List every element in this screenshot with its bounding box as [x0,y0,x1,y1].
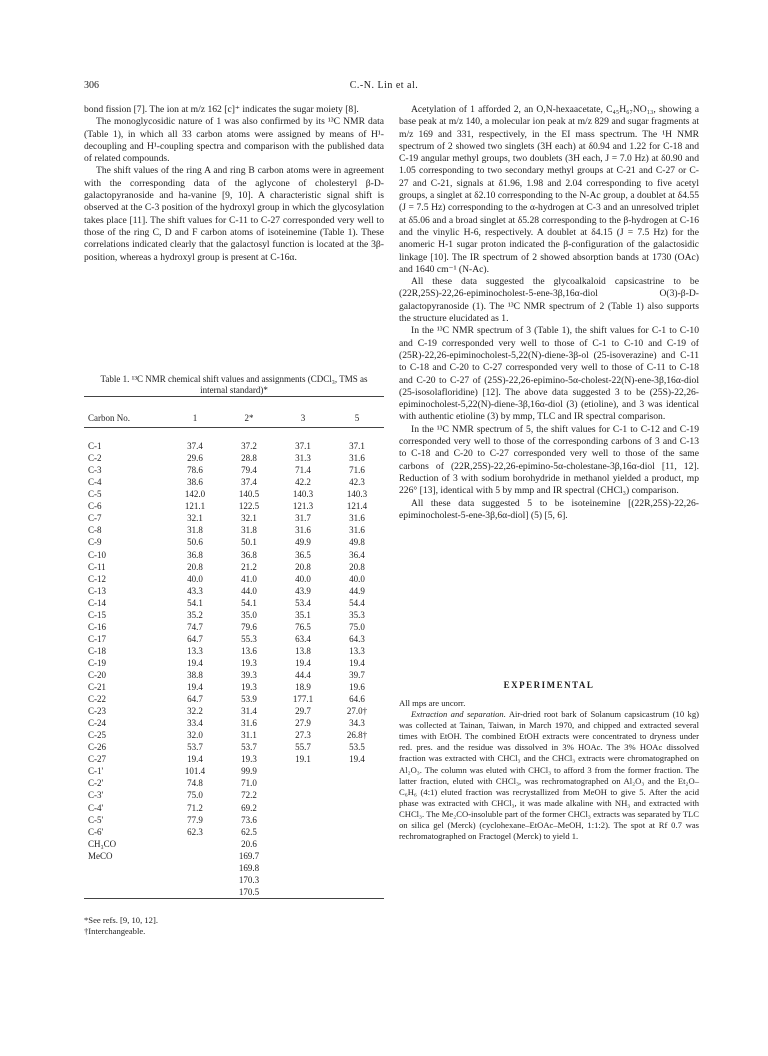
table-header-cell: 3 [300,413,306,424]
section-heading-experimental: EXPERIMENTAL [503,680,595,690]
table-row [84,838,384,850]
table-row [84,585,384,597]
shift-value-cell: 177.1 [292,694,314,705]
shift-value-cell [330,838,384,850]
shift-value-cell: 140.3 [346,489,368,500]
table-row [84,657,384,669]
shift-value-cell: 35.0 [241,609,257,620]
carbon-label-cell: C-2 [88,453,102,464]
shift-value-cell: 54.1 [241,597,257,608]
shift-value-cell: 39.3 [241,669,257,680]
shift-value-cell: 50.6 [187,537,203,548]
carbon-label-cell [84,862,168,874]
shift-value-cell: 38.6 [187,477,203,488]
shift-value-cell: 32.2 [187,706,203,717]
table-row [84,789,384,801]
shift-value-cell: 26.8† [346,730,368,741]
table-row [84,561,384,573]
table-row [84,753,384,765]
shift-value-cell: 43.9 [295,585,311,596]
table-row [84,729,384,741]
table-row [84,488,384,500]
footnote: †Interchangeable. [84,925,146,936]
shift-value-cell: 75.0 [349,621,365,632]
shift-value-cell: 20.8 [295,561,311,572]
shift-value-cell [276,826,330,838]
paragraph: In the ¹³C NMR spectrum of 3 (Table 1), the shift values for C-1 to C-10 and C-19 corresponded very well to those of C-1 to C-10 and C-19 of (25R)-22,26-epiminocholest-5,22(N)-diene-3β-ol (25-isoverazine) and C-11 to C-18 and C-20 to C-27 corresponded very well to those of C-11 to C-18 and C-20 to C-27 of (25S)-22,26-epimino-5α-cholest-22(N)-ene-3β,16α-diol (25-isosolafloridine) [12]. The above data suggested 3 to be (25S)-22,26-epiminocholest-5,22(N)-diene-3β,16α-diol (3) (etioline), and 3 was identical with authentic etioline (3) by mmp, TLC and IR spectral comparison. [399,325,699,423]
carbon-label-cell: C-1 [88,441,102,452]
carbon-label-cell: C-14 [88,597,106,608]
left-column [84,104,384,264]
carbon-label-cell: C-26 [88,742,106,753]
shift-value-cell: 54.1 [187,597,203,608]
shift-value-cell: 79.4 [241,465,257,476]
shift-value-cell: 73.6 [241,814,257,825]
shift-value-cell: 35.2 [187,609,203,620]
shift-value-cell: 37.1 [295,441,311,452]
shift-value-cell: 27.0† [346,706,368,717]
shift-value-cell: 31.3 [295,453,311,464]
table-row [84,814,384,826]
shift-value-cell [276,789,330,801]
shift-value-cell: 19.4 [349,657,365,668]
shift-value-cell: 71.0 [241,778,257,789]
shift-value-cell [330,814,384,826]
shift-value-cell: 63.4 [295,633,311,644]
shift-value-cell [168,838,222,850]
carbon-label-cell: C-6' [88,826,104,837]
shift-value-cell: 64.7 [187,633,203,644]
table-row [84,476,384,488]
shift-value-cell: 20.8 [187,561,203,572]
shift-value-cell: 121.3 [292,501,314,512]
shift-value-cell: 35.3 [349,609,365,620]
shift-value-cell: 31.6 [349,525,365,536]
carbon-label-cell: C-19 [88,657,106,668]
table-row [84,777,384,789]
shift-value-cell: 28.8 [241,453,257,464]
shift-value-cell: 72.2 [241,790,257,801]
shift-value-cell: 37.1 [349,441,365,452]
table-row [84,609,384,621]
experimental-text [399,698,699,842]
shift-value-cell: 170.3 [238,874,260,885]
table-header-cell: 1 [192,413,198,424]
carbon-label-cell: C-4 [88,477,102,488]
carbon-label-cell: C-3' [88,790,104,801]
carbon-label-cell: C-15 [88,609,106,620]
shift-value-cell: 43.3 [187,585,203,596]
paragraph-body: Air-dried root bark of Solanum capsicastrum (10 kg) was collected at Tainan, Taiwan, in March 1970, and chipped and extracted several times with EtOH. The combined EtOH extracts were concentrated to dryness under red. pres. and the residue was dissolved in 3% HOAc. The 3% HOAc dissolved fraction was extracted with CHCl₃ and the CHCl₃ extracts were chromatographed on Al₂O₃. The column was eluted with CHCl₃ to afford 3 from the former fraction. The latter fraction, eluted with CHCl₃, was rechromatographed on Al₂O₃ and the Et₂O–C₆H₆ (4:1) eluted fraction was recrystallized from MeOH to give 5. After the acid phase was extracted with CHCl₃, it was made alkaline with NH₃ and extracted with CHCl₃. The Me₂CO-insoluble part of the former CHCl₃ extracts was separated by TLC on silica gel (Merck) (cyclohexane–EtOAc–MeOH, 1:1:2). The spot at Rf 0.7 was rechromatographed on Fractogel (Merck) to yield 1. [399,709,699,842]
shift-value-cell: 38.8 [187,669,203,680]
shift-value-cell: 19.6 [349,682,365,693]
paragraph: In the ¹³C NMR spectrum of 5, the shift values for C-1 to C-12 and C-19 corresponded very well to those of the corresponding carbons of 3 and C-13 to C-18 and C-20 to C-27 corresponded very well to those of the same carbons of (22R,25S)-22,26-epimino-5α-cholestane-3β,16α-diol [11, 12]. Reduction of 3 with sodium borohydride in methanol yielded a product, mp 226° [13], identical with 5 by mmp and IR spectral (CHCl₃) comparison. [399,423,699,497]
shift-value-cell [330,777,384,789]
shift-value-cell: 121.4 [346,501,368,512]
shift-value-cell: 34.3 [349,718,365,729]
paragraph: The shift values of the ring A and ring B carbon atoms were in agreement with the corresponding data of the aglycone of cholesteryl β-D-galactopyranoside and ha-vanine [9, 10]. A characteristic signal shift is observed at the C-3 position of the hydroxyl group in which the glycosylation takes place [11]. The shift values for C-11 to C-27 corresponded very well to those of the ring C, D and F carbon atoms of isoteinemine (Table 1). These correlations indicated clearly that the galactosyl function is located at the 3β-position, whereas a hydroxyl group is present at C-16α. [84,165,384,263]
shift-value-cell: 18.9 [295,682,311,693]
shift-value-cell: 31.8 [187,525,203,536]
shift-value-cell: 31.1 [241,730,257,741]
carbon-label-cell: C-9 [88,537,102,548]
shift-value-cell [276,838,330,850]
table-row [84,597,384,609]
shift-value-cell: 32.1 [187,513,203,524]
shift-value-cell: 77.9 [187,814,203,825]
carbon-label-cell: C-8 [88,525,102,536]
carbon-label-cell: C-4' [88,802,104,813]
shift-value-cell: 53.4 [295,597,311,608]
shift-value-cell: 40.0 [349,573,365,584]
carbon-label-cell: C-27 [88,754,106,765]
shift-value-cell: 21.2 [241,561,257,572]
carbon-label-cell: C-5 [88,489,102,500]
running-head: C.-N. Lin et al. [349,80,419,91]
shift-value-cell: 31.6 [349,453,365,464]
table-row [84,802,384,814]
shift-value-cell: 32.0 [187,730,203,741]
shift-value-cell: 53.7 [187,742,203,753]
shift-value-cell: 36.5 [295,549,311,560]
footnote: *See refs. [9, 10, 12]. [84,914,158,925]
table-row [84,765,384,777]
paragraph: All these data suggested 5 to be isoteinemine [(22R,25S)-22,26-epiminocholest-5-ene-3β,6α-diol] (5) [5, 6]. [399,497,699,521]
carbon-label-cell: C-11 [88,561,106,572]
nmr-table-block [84,374,384,937]
shift-value-cell: 44.9 [349,585,365,596]
paragraph: Acetylation of 1 afforded 2, an O,N-hexaacetate, C₄₅H₆₇NO₁₃, showing a base peak at m/z 140, a molecular ion peak at m/z 829 and sugar fragments at m/z 169 and 331, respectively, in the EI mass spectrum. The ¹H NMR spectrum of 2 showed two singlets (3H each) at δ0.94 and 1.22 for C-18 and C-19 angular methyl groups, two doublets (3H each, J = 7.0 Hz) at δ0.90 and 1.05 corresponding to two secondary methyl groups at C-21 and C-27 or C-27 and C-21, signals at δ1.96, 1.98 and 2.04 corresponding to five acetyl groups, a singlet at δ2.10 corresponding to the N-Ac group, a doublet at δ4.55 (J = 7.5 Hz) corresponding to the α-hydrogen at C-3 and an unresolved triplet at δ5.06 and a broad singlet at δ5.28 corresponding to the β-hydrogen at C-16 and the vinylic H-6, respectively. A doublet at δ4.15 (J = 7.5 Hz) for the anomeric H-1 sugar proton indicated the β-configuration of the galactosidic linkage [10]. The IR spectrum of 2 showed absorption bands at 1730 (OAc) and 1640 cm⁻¹ (N-Ac). [399,104,699,275]
shift-value-cell: 74.7 [187,621,203,632]
carbon-label-cell: C-2' [88,778,104,789]
nmr-table [84,396,384,911]
shift-value-cell: 54.4 [349,597,365,608]
paragraph [399,709,699,842]
shift-value-cell: 31.8 [241,525,257,536]
shift-value-cell: 71.6 [349,465,365,476]
shift-value-cell [330,802,384,814]
shift-value-cell [168,874,222,886]
shift-value-cell: 62.3 [187,826,203,837]
paragraph: bond fission [7]. The ion at m/z 162 [c]⁺ indicates the sugar moiety [8]. [84,104,359,115]
table-row [84,633,384,645]
shift-value-cell: 39.7 [349,669,365,680]
carbon-label-cell: C-13 [88,585,106,596]
shift-value-cell: 31.6 [241,718,257,729]
shift-value-cell: 121.1 [184,501,206,512]
table-header-row [84,409,384,428]
carbon-label-cell: MeCO [88,850,113,861]
shift-value-cell [276,850,330,862]
shift-value-cell [276,862,330,874]
shift-value-cell: 13.8 [295,645,311,656]
table-row [84,669,384,681]
table-row [84,850,384,862]
paragraph: All mps are uncorr. [399,698,466,708]
table-row [84,874,384,886]
shift-value-cell: 122.5 [238,501,260,512]
shift-value-cell: 20.6 [241,838,257,849]
shift-value-cell: 32.1 [241,513,257,524]
shift-value-cell [276,874,330,886]
shift-value-cell: 62.5 [241,826,257,837]
shift-value-cell [168,850,222,862]
shift-value-cell: 40.0 [295,573,311,584]
shift-value-cell: 36.8 [241,549,257,560]
shift-value-cell: 170.5 [238,886,260,897]
shift-value-cell: 78.6 [187,465,203,476]
table-row [84,500,384,512]
shift-value-cell [276,802,330,814]
shift-value-cell: 41.0 [241,573,257,584]
shift-value-cell: 33.4 [187,718,203,729]
carbon-label-cell: C-21 [88,682,106,693]
paragraph: The monoglycosidic nature of 1 was also confirmed by its ¹³C NMR data (Table 1), in which all 33 carbon atoms were assigned by means of H¹-decoupling and H¹-coupling spectra and comparison with the published data of related compounds. [84,116,384,165]
shift-value-cell: 19.4 [295,657,311,668]
shift-value-cell [276,765,330,777]
shift-value-cell: 99.9 [241,766,257,777]
table-header-cell: Carbon No. [88,413,130,424]
shift-value-cell: 31.6 [349,513,365,524]
table-header-cell: 2* [244,413,254,424]
shift-value-cell: 40.0 [187,573,203,584]
shift-value-cell [330,850,384,862]
shift-value-cell: 19.4 [187,657,203,668]
shift-value-cell: 36.8 [187,549,203,560]
shift-value-cell [276,777,330,789]
shift-value-cell: 79.6 [241,621,257,632]
table-row [84,536,384,548]
table-row [84,681,384,693]
table-row [84,705,384,717]
carbon-label-cell: C-23 [88,706,106,717]
shift-value-cell: 53.7 [241,742,257,753]
shift-value-cell [330,789,384,801]
table-row [84,621,384,633]
table-row [84,549,384,561]
carbon-label-cell: C-6 [88,501,102,512]
carbon-label-cell: CH₃CO [88,838,117,849]
shift-value-cell: 20.8 [349,561,365,572]
shift-value-cell: 36.4 [349,549,365,560]
carbon-label-cell: C-7 [88,513,102,524]
table-row [84,452,384,464]
shift-value-cell: 19.3 [241,682,257,693]
table-row [84,524,384,536]
shift-value-cell: 142.0 [184,489,206,500]
carbon-label-cell: C-16 [88,621,106,632]
shift-value-cell: 31.4 [241,706,257,717]
shift-value-cell: 13.6 [241,645,257,656]
table-caption: Table 1. ¹³C NMR chemical shift values and assignments (CDCl₃, TMS as internal standard)* [100,374,368,395]
table-row [84,573,384,585]
shift-value-cell: 27.9 [295,718,311,729]
shift-value-cell: 76.5 [295,621,311,632]
carbon-label-cell: C-1' [88,766,104,777]
table-row [84,741,384,753]
shift-value-cell [330,862,384,874]
carbon-label-cell: C-3 [88,465,102,476]
carbon-label-cell: C-5' [88,814,104,825]
shift-value-cell: 19.4 [187,754,203,765]
carbon-label-cell: C-22 [88,694,106,705]
shift-value-cell: 37.2 [241,441,257,452]
right-column [399,104,699,522]
shift-value-cell: 19.4 [187,682,203,693]
paragraph: All these data suggested the glycoalkaloid capsicastrine to be (22R,25S)-22,26-epiminocholest-5-ene-3β,16α-diol O(3)-β-D-galactopyranoside (1). The ¹³C NMR spectrum of 2 (Table 1) also supports the structure elucidated as 1. [399,276,699,325]
shift-value-cell: 71.2 [187,802,203,813]
table-row [84,717,384,729]
shift-value-cell [168,886,222,899]
table-row [84,464,384,476]
table-row [84,826,384,838]
shift-value-cell: 50.1 [241,537,257,548]
shift-value-cell [330,826,384,838]
shift-value-cell: 19.1 [295,754,311,765]
shift-value-cell: 64.7 [187,694,203,705]
shift-value-cell: 42.3 [349,477,365,488]
shift-value-cell [330,874,384,886]
shift-value-cell [276,886,330,899]
shift-value-cell [330,886,384,899]
shift-value-cell: 13.3 [187,645,203,656]
carbon-label-cell: C-24 [88,718,106,729]
carbon-label-cell: C-17 [88,633,106,644]
table-footnotes [84,915,384,937]
shift-value-cell: 31.7 [295,513,311,524]
shift-value-cell: 74.8 [187,778,203,789]
carbon-label-cell: C-25 [88,730,106,741]
table-row [84,886,384,899]
carbon-label-cell: C-20 [88,669,106,680]
shift-value-cell: 49.8 [349,537,365,548]
shift-value-cell: 29.6 [187,453,203,464]
shift-value-cell: 42.2 [295,477,311,488]
table-row [84,862,384,874]
shift-value-cell: 44.0 [241,585,257,596]
page-number: 306 [84,80,99,91]
carbon-label-cell [84,886,168,899]
shift-value-cell: 169.8 [238,862,260,873]
carbon-label-cell: C-18 [88,645,106,656]
shift-value-cell: 27.3 [295,730,311,741]
shift-value-cell: 64.6 [349,694,365,705]
shift-value-cell: 53.9 [241,694,257,705]
shift-value-cell [168,862,222,874]
shift-value-cell: 29.7 [295,706,311,717]
table-header-cell: 5 [354,413,360,424]
shift-value-cell: 75.0 [187,790,203,801]
table-row [84,645,384,657]
shift-value-cell [330,765,384,777]
shift-value-cell: 69.2 [241,802,257,813]
carbon-label-cell: C-10 [88,549,106,560]
shift-value-cell: 55.7 [295,742,311,753]
shift-value-cell: 37.4 [187,441,203,452]
shift-value-cell: 71.4 [295,465,311,476]
table-row [84,440,384,452]
shift-value-cell [276,814,330,826]
shift-value-cell: 140.3 [292,489,314,500]
shift-value-cell: 13.3 [349,645,365,656]
shift-value-cell: 19.3 [241,657,257,668]
shift-value-cell: 35.1 [295,609,311,620]
shift-value-cell: 140.5 [238,489,260,500]
shift-value-cell: 55.3 [241,633,257,644]
shift-value-cell: 101.4 [184,766,206,777]
shift-value-cell: 64.3 [349,633,365,644]
table-row [84,512,384,524]
table-body [84,440,384,898]
carbon-label-cell [84,874,168,886]
shift-value-cell: 31.6 [295,525,311,536]
subheading: Extraction and separation. [411,709,506,720]
table-row [84,693,384,705]
shift-value-cell: 19.4 [349,754,365,765]
carbon-label-cell: C-12 [88,573,106,584]
shift-value-cell: 169.7 [238,850,260,861]
shift-value-cell: 37.4 [241,477,257,488]
shift-value-cell: 49.9 [295,537,311,548]
shift-value-cell: 53.5 [349,742,365,753]
shift-value-cell: 44.4 [295,669,311,680]
shift-value-cell: 19.3 [241,754,257,765]
